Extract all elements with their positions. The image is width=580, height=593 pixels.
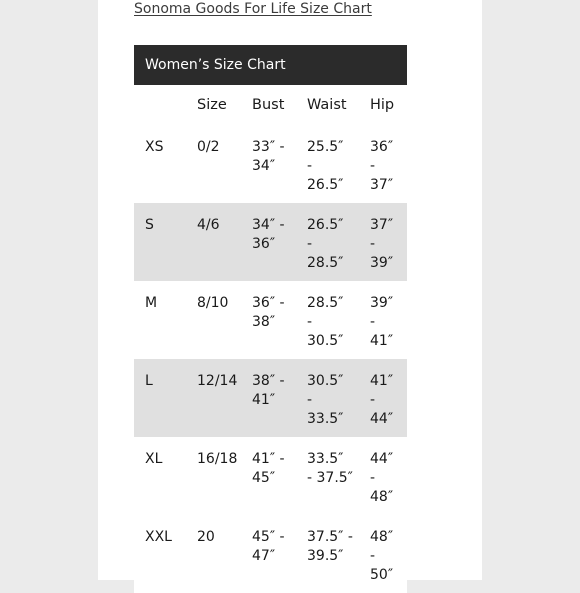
page-content	[98, 0, 482, 583]
column-header-bust: Bust	[252, 97, 285, 113]
size-number: 8/10	[197, 295, 229, 311]
table-row-xs	[134, 125, 407, 203]
waist-measure: 37.5″ - 39.5″	[307, 529, 353, 564]
bust-measure: 33″ - 34″	[252, 139, 285, 174]
size-number: 4/6	[197, 217, 220, 233]
waist-measure: 26.5″ - 28.5″	[307, 217, 344, 271]
size-number: 16/18	[197, 451, 238, 467]
size-label: S	[145, 217, 154, 233]
table-row-s	[134, 203, 407, 281]
hip-measure: 44″ - 48″	[370, 451, 394, 505]
size-number: 0/2	[197, 139, 220, 155]
column-header-hip: Hip	[370, 97, 395, 113]
waist-measure: 33.5″ - 37.5″	[307, 451, 353, 486]
size-label: XXL	[145, 529, 172, 545]
column-header-waist: Waist	[307, 97, 347, 113]
waist-measure: 28.5″ - 30.5″	[307, 295, 344, 349]
waist-measure: 30.5″ - 33.5″	[307, 373, 344, 427]
size-chart-table	[134, 45, 407, 593]
size-label: XS	[145, 139, 164, 155]
hip-measure: 41″ - 44″	[370, 373, 394, 427]
size-label: M	[145, 295, 158, 311]
size-label: L	[145, 373, 153, 389]
hip-measure: 36″ - 37″	[370, 139, 394, 193]
table-header-row	[134, 85, 407, 125]
hip-measure: 37″ - 39″	[370, 217, 394, 271]
size-chart-link[interactable]: Sonoma Goods For Life Size Chart	[134, 1, 372, 17]
table-row-xxl	[134, 515, 407, 593]
waist-measure: 25.5″ - 26.5″	[307, 139, 344, 193]
bust-measure: 45″ - 47″	[252, 529, 285, 564]
chart-title: Women’s Size Chart	[134, 45, 407, 85]
table-row-l	[134, 359, 407, 437]
bust-measure: 41″ - 45″	[252, 451, 285, 486]
size-number: 12/14	[197, 373, 238, 389]
bust-measure: 34″ - 36″	[252, 217, 285, 252]
table-row-xl	[134, 437, 407, 515]
hip-measure: 48″ - 50″	[370, 529, 394, 583]
table-row-m	[134, 281, 407, 359]
size-number: 20	[197, 529, 215, 545]
bust-measure: 38″ - 41″	[252, 373, 285, 408]
size-label: XL	[145, 451, 163, 467]
column-header-size: Size	[197, 97, 227, 113]
hip-measure: 39″ - 41″	[370, 295, 394, 349]
bust-measure: 36″ - 38″	[252, 295, 285, 330]
